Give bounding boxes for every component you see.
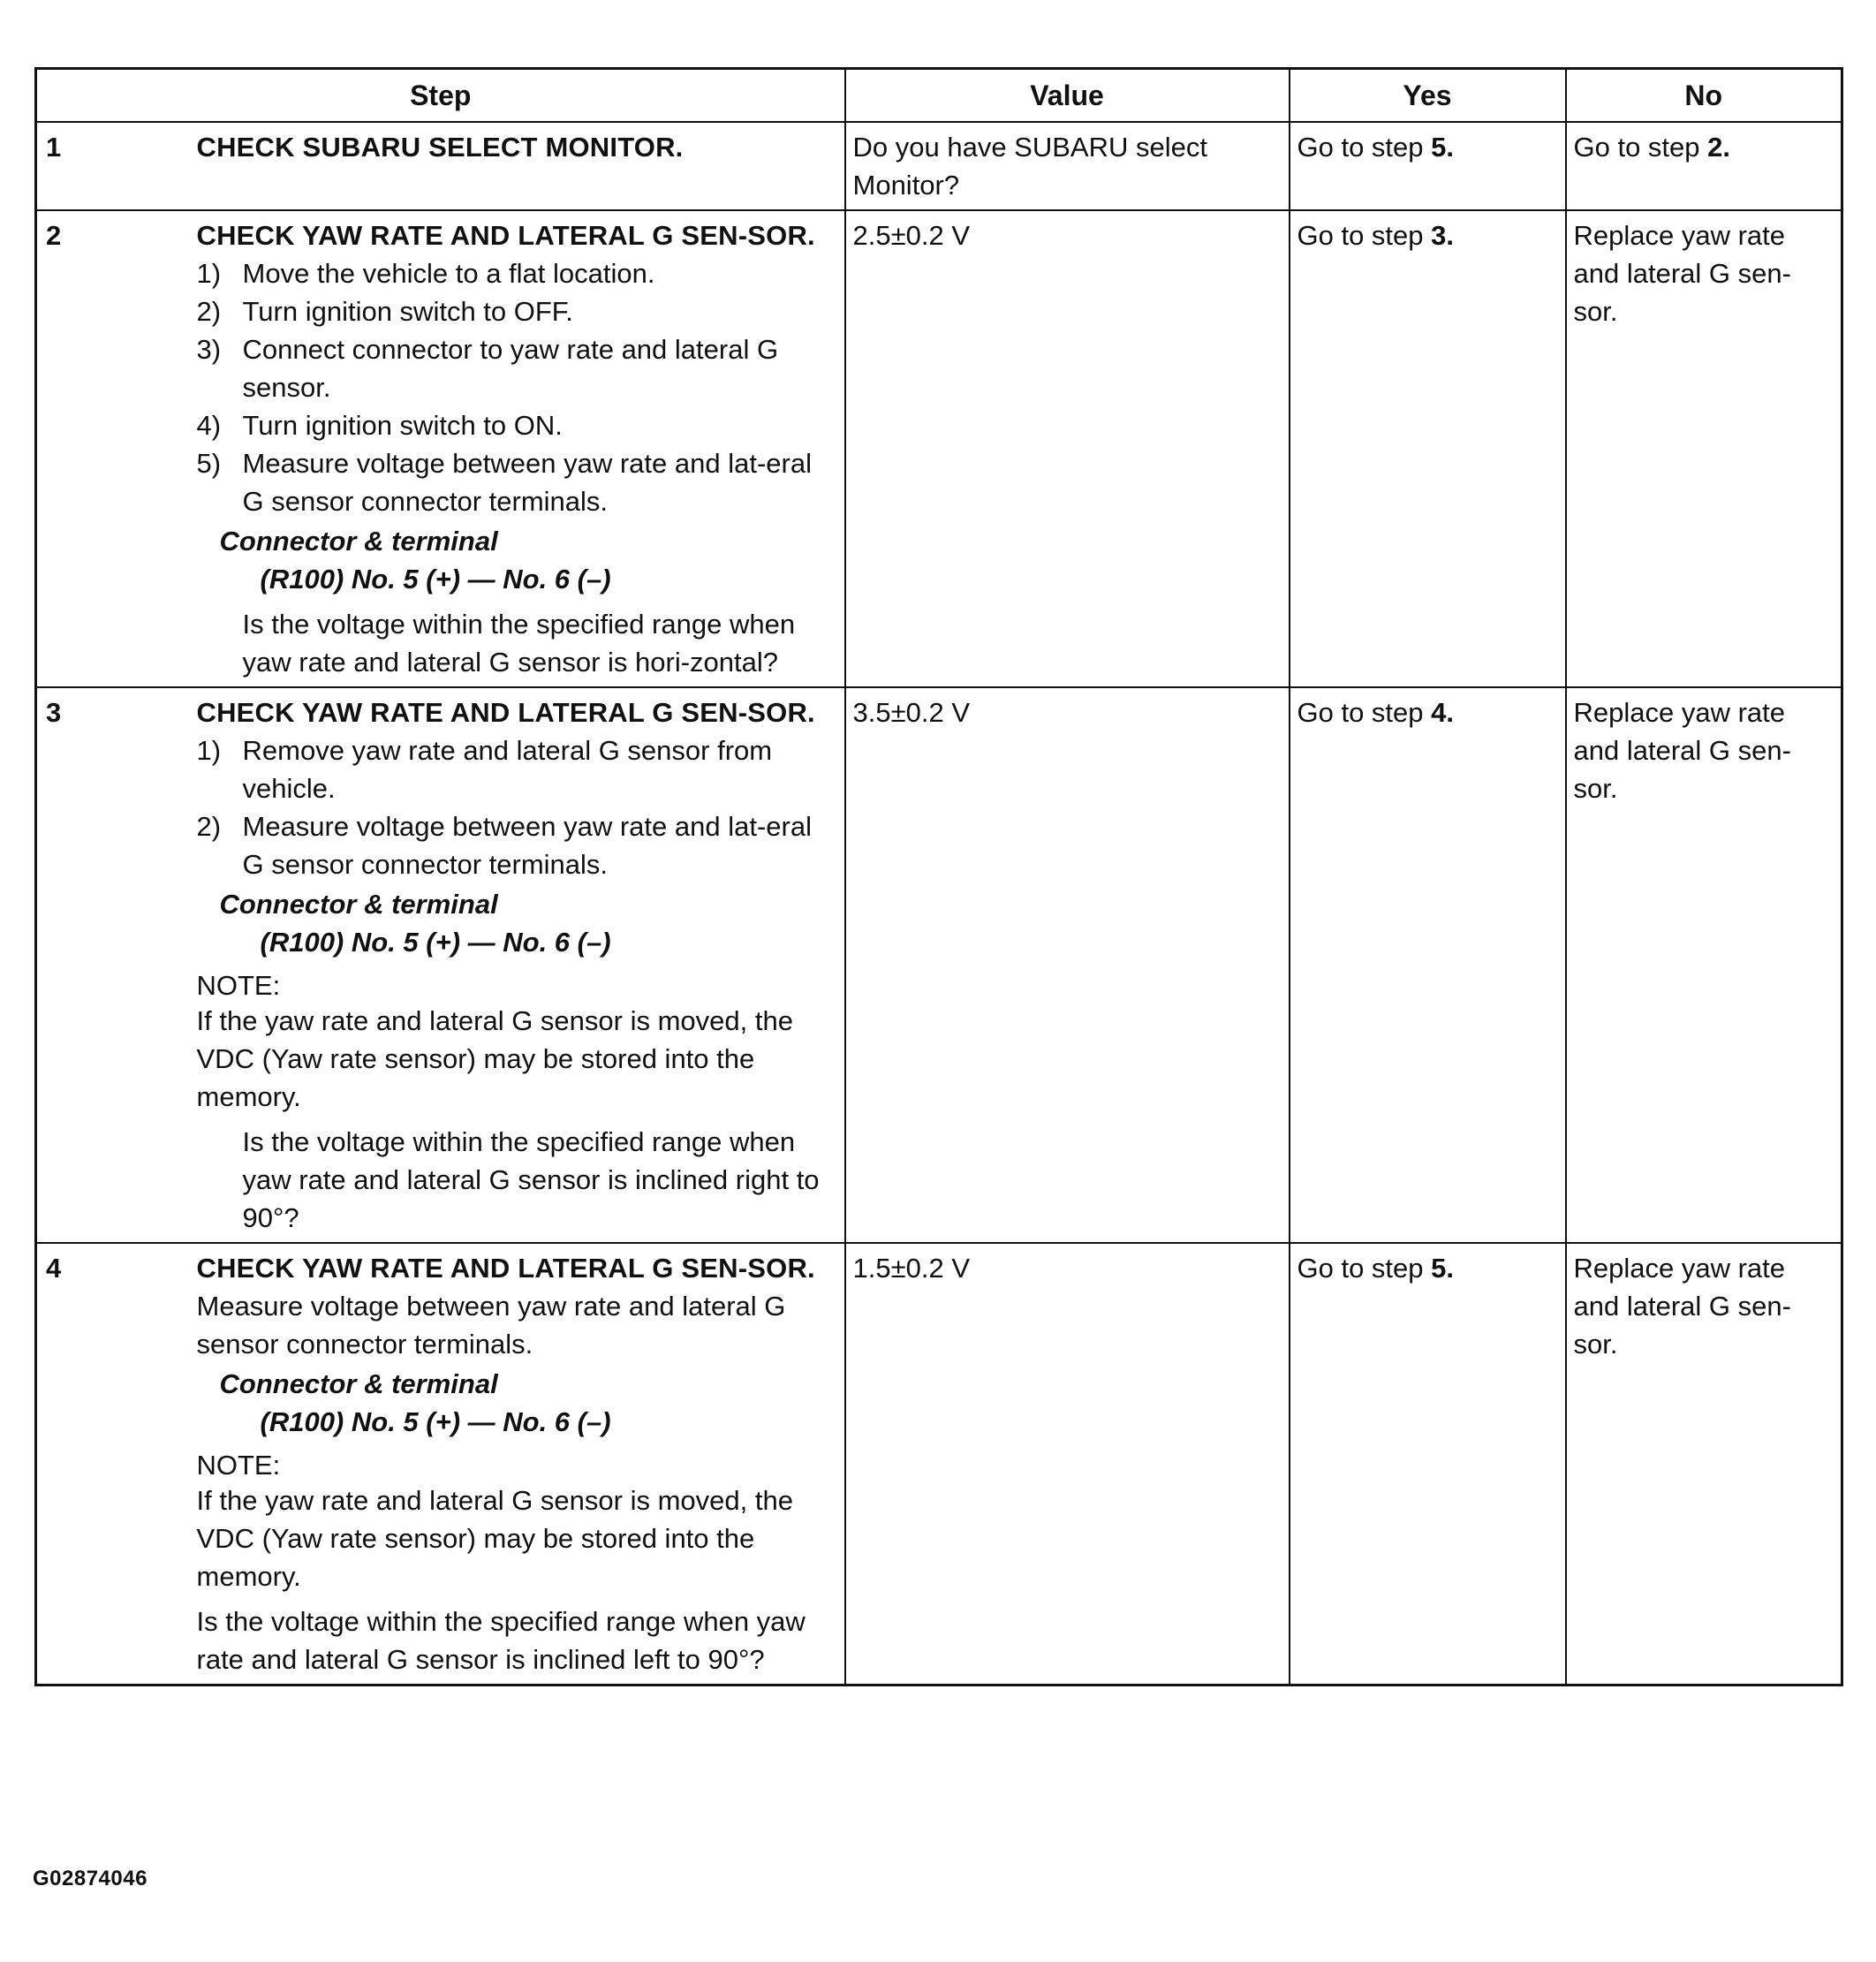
value-cell: 3.5±0.2 V xyxy=(845,687,1290,1243)
header-step: Step xyxy=(36,69,845,123)
note-text: If the yaw rate and lateral G sensor is moved, the VDC (Yaw rate sensor) may be stored into the memory. xyxy=(196,1005,793,1112)
table-row xyxy=(36,122,1842,210)
connector-value: (R100) No. 5 (+) — No. 6 (–) xyxy=(260,927,611,958)
procedure-number: 2) xyxy=(196,296,222,327)
procedure-text: Measure voltage between yaw rate and lat-eral G sensor connector terminals. xyxy=(242,448,812,517)
table-row xyxy=(36,210,1842,687)
yes-text: Go to step xyxy=(1297,1253,1432,1284)
note-label: NOTE: xyxy=(196,1450,281,1481)
procedure-text: Connect connector to yaw rate and lateral G sensor. xyxy=(242,334,779,403)
procedure-number: 5) xyxy=(196,448,222,479)
procedure-text: Measure voltage between yaw rate and lat-eral G sensor connector terminals. xyxy=(242,811,812,880)
procedure-list xyxy=(197,254,839,520)
step-title: CHECK SUBARU SELECT MONITOR. xyxy=(196,132,684,163)
procedure-text: Move the vehicle to a flat location. xyxy=(242,258,655,289)
step-question: Is the voltage within the specified range when yaw rate and lateral G sensor is inclined left to 90°? xyxy=(196,1606,806,1675)
value-cell: Do you have SUBARU select Monitor? xyxy=(845,122,1290,210)
procedure-number: 1) xyxy=(196,735,222,766)
procedure-item xyxy=(197,807,839,883)
procedure-number: 3) xyxy=(196,334,222,365)
procedure-item xyxy=(197,292,839,330)
step-title: CHECK YAW RATE AND LATERAL G SEN-SOR. xyxy=(196,220,815,251)
table-row xyxy=(36,1243,1842,1686)
diagnostic-table xyxy=(34,67,1843,1686)
table-header-row xyxy=(36,69,1842,123)
connector-label: Connector & terminal xyxy=(219,526,498,557)
value-cell: 1.5±0.2 V xyxy=(845,1243,1290,1686)
procedure-number: 2) xyxy=(196,811,222,842)
connector-value: (R100) No. 5 (+) — No. 6 (–) xyxy=(260,1406,611,1437)
figure-id: G02874046 xyxy=(33,1867,148,1890)
no-step: 2. xyxy=(1707,132,1730,163)
procedure-list xyxy=(197,731,839,883)
procedure-number: 1) xyxy=(196,258,222,289)
no-cell xyxy=(1566,122,1842,210)
yes-step: 4. xyxy=(1431,697,1454,728)
diagnostic-sheet xyxy=(34,67,1841,1686)
yes-cell xyxy=(1290,687,1566,1243)
step-body: Measure voltage between yaw rate and lateral G sensor connector terminals. xyxy=(196,1291,786,1360)
connector-value: (R100) No. 5 (+) — No. 6 (–) xyxy=(260,564,611,595)
yes-text: Go to step xyxy=(1297,220,1432,251)
note-label: NOTE: xyxy=(196,970,281,1001)
yes-text: Go to step xyxy=(1297,132,1432,163)
no-cell: Replace yaw rate and lateral G sen-sor. xyxy=(1566,1243,1842,1686)
yes-step: 3. xyxy=(1431,220,1454,251)
step-title: CHECK YAW RATE AND LATERAL G SEN-SOR. xyxy=(196,1253,815,1284)
no-text: Go to step xyxy=(1573,132,1708,163)
step-question: Is the voltage within the specified range when yaw rate and lateral G sensor is inclined right to 90°? xyxy=(242,1126,820,1233)
value-cell: 2.5±0.2 V xyxy=(845,210,1290,687)
yes-text: Go to step xyxy=(1297,697,1432,728)
procedure-text: Remove yaw rate and lateral G sensor from vehicle. xyxy=(242,735,773,804)
step-cell xyxy=(188,122,845,210)
yes-step: 5. xyxy=(1431,1253,1454,1284)
no-cell: Replace yaw rate and lateral G sen-sor. xyxy=(1566,210,1842,687)
yes-cell xyxy=(1290,1243,1566,1686)
step-question: Is the voltage within the specified range when yaw rate and lateral G sensor is hori-zontal? xyxy=(242,609,796,678)
step-cell xyxy=(188,210,845,687)
header-value: Value xyxy=(845,69,1290,123)
yes-cell xyxy=(1290,122,1566,210)
procedure-item xyxy=(197,330,839,406)
procedure-number: 4) xyxy=(196,410,222,441)
note-text: If the yaw rate and lateral G sensor is moved, the VDC (Yaw rate sensor) may be stored into the memory. xyxy=(196,1485,793,1592)
procedure-item xyxy=(197,444,839,520)
procedure-item xyxy=(197,406,839,444)
yes-cell xyxy=(1290,210,1566,687)
step-cell xyxy=(188,687,845,1243)
step-number: 4 xyxy=(36,1243,188,1686)
yes-step: 5. xyxy=(1431,132,1454,163)
step-number: 3 xyxy=(36,687,188,1243)
header-no: No xyxy=(1566,69,1842,123)
no-cell: Replace yaw rate and lateral G sen-sor. xyxy=(1566,687,1842,1243)
procedure-item xyxy=(197,731,839,807)
procedure-item xyxy=(197,254,839,292)
connector-label: Connector & terminal xyxy=(219,889,498,920)
step-number: 2 xyxy=(36,210,188,687)
procedure-text: Turn ignition switch to ON. xyxy=(242,410,563,441)
step-number: 1 xyxy=(36,122,188,210)
procedure-text: Turn ignition switch to OFF. xyxy=(242,296,573,327)
step-cell xyxy=(188,1243,845,1686)
header-yes: Yes xyxy=(1290,69,1566,123)
step-title: CHECK YAW RATE AND LATERAL G SEN-SOR. xyxy=(196,697,815,728)
connector-label: Connector & terminal xyxy=(219,1368,498,1399)
table-row xyxy=(36,687,1842,1243)
